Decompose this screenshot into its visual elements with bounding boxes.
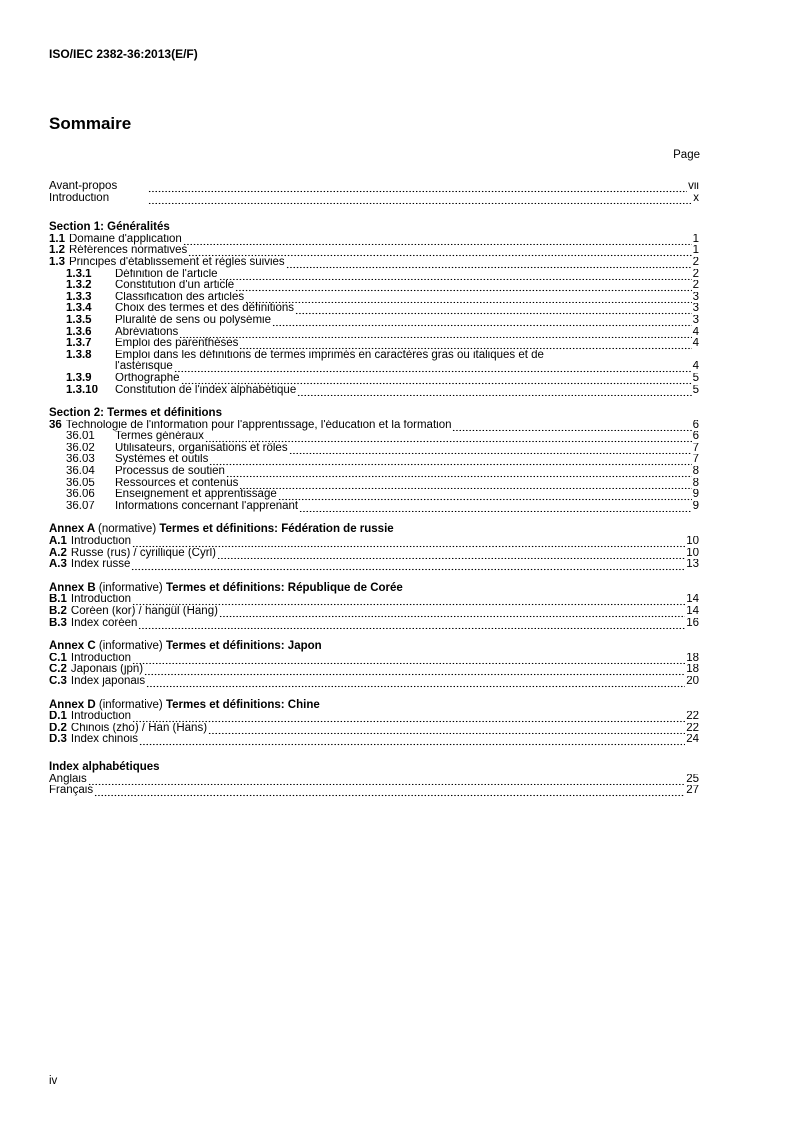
- annex-type: (informative): [98, 640, 163, 653]
- toc-entry-title: Introduction: [70, 652, 132, 664]
- toc-entry-number: 1.3.3: [66, 291, 92, 303]
- toc-entry-title-continued: l'astérisque: [115, 361, 173, 373]
- annex-type: (informative): [98, 581, 163, 594]
- dot-leader: [94, 785, 685, 797]
- toc-entry-number: 1.1: [49, 233, 65, 245]
- toc-entry-page: 10: [686, 536, 699, 548]
- toc-entry-page: 2: [692, 256, 699, 268]
- toc-entry-number: 36.01: [66, 431, 95, 443]
- dot-leader: [299, 501, 691, 513]
- toc-entry-title: Définition de l'article: [115, 268, 218, 280]
- annex-a-heading: [49, 524, 699, 536]
- toc-entry-title: Chinois (zho) / Han (Hans): [70, 722, 208, 734]
- dot-leader: [132, 594, 685, 606]
- toc-entry-1-3-8[interactable]: [49, 350, 699, 362]
- dot-leader: [132, 653, 685, 665]
- section-1-heading: Section 1: Généralités: [49, 221, 170, 234]
- toc-entry-1-3-10[interactable]: [49, 385, 699, 397]
- toc-entry-number: 36.06: [66, 489, 95, 501]
- toc-entry-page: 3: [692, 314, 699, 326]
- section-2-heading: Section 2: Termes et définitions: [49, 407, 222, 420]
- toc-entry-title: Termes généraux: [115, 431, 204, 443]
- toc-entry-number: 1.3.6: [66, 326, 92, 338]
- dot-leader: [452, 420, 691, 432]
- toc-entry-page: 6: [692, 419, 699, 431]
- toc-entry-title: Index russe: [70, 559, 131, 571]
- toc-entry-title: Emploi des parenthèses: [115, 338, 239, 350]
- toc-entry-number: B.3: [49, 617, 67, 629]
- toc-entry-title: Ressources et contenus: [115, 477, 239, 489]
- toc-entry-36-05[interactable]: [49, 478, 699, 490]
- toc-entry-36-02[interactable]: [49, 443, 699, 455]
- toc-entry-1-2[interactable]: [49, 245, 699, 257]
- toc-entry-title: Index japonais: [70, 675, 146, 687]
- toc-entry-number: 36.04: [66, 466, 95, 478]
- toc-entry-title: Introduction: [70, 711, 132, 723]
- toc-entry-1-3-8-continued[interactable]: [49, 361, 699, 373]
- toc-entry-36-03[interactable]: [49, 454, 699, 466]
- toc-entry-a-2[interactable]: [49, 548, 699, 560]
- toc-entry-1-1[interactable]: [49, 234, 699, 246]
- toc-entry-number: 36.07: [66, 500, 95, 512]
- annex-c-heading: [49, 641, 699, 653]
- table-of-contents: [49, 181, 699, 797]
- dot-leader: [131, 559, 685, 571]
- toc-entry-title: Principes d'établissement et règles suivies: [69, 256, 285, 268]
- toc-entry-page: 9: [692, 500, 699, 512]
- dot-leader: [226, 466, 692, 478]
- toc-entry-number: A.3: [49, 559, 67, 571]
- dot-leader: [138, 618, 685, 630]
- toc-entry-page: 1: [692, 245, 699, 257]
- dot-leader: [245, 292, 691, 304]
- dot-leader: [239, 478, 691, 490]
- dot-leader: [235, 280, 691, 292]
- toc-entry-number: A.2: [49, 547, 67, 559]
- toc-entry-number: 36.03: [66, 454, 95, 466]
- toc-entry-title: Introduction: [70, 594, 132, 606]
- dot-leader: [132, 711, 685, 723]
- toc-entry-title: Russe (rus) / cyrillique (Cyrl): [70, 547, 216, 559]
- dot-leader: [179, 327, 691, 339]
- toc-entry-b-1[interactable]: [49, 594, 699, 606]
- toc-entry-page: 4: [692, 361, 699, 373]
- dot-leader: [148, 193, 692, 205]
- toc-entry-number: 1.3.4: [66, 303, 92, 315]
- toc-entry-page: 6: [692, 431, 699, 443]
- toc-entry-number: D.2: [49, 722, 67, 734]
- toc-entry-36-07[interactable]: [49, 501, 699, 513]
- toc-entry-number: 1.2: [49, 245, 65, 257]
- toc-entry-number: 36.05: [66, 477, 95, 489]
- annex-label: Annex A: [49, 523, 95, 536]
- toc-entry-title: Constitution d'un article: [115, 280, 235, 292]
- annex-title: Termes et définitions: Japon: [165, 640, 322, 653]
- toc-entry-title: Anglais: [49, 773, 87, 785]
- toc-entry-page: 14: [686, 594, 699, 606]
- toc-entry-number: A.1: [49, 536, 67, 548]
- dot-leader: [208, 723, 685, 735]
- toc-entry-c-1[interactable]: [49, 653, 699, 665]
- dot-leader: [272, 315, 692, 327]
- toc-entry-title: Informations concernant l'apprenant: [115, 500, 299, 512]
- toc-entry-page: 27: [686, 785, 699, 797]
- toc-entry-title: Index chinois: [70, 734, 139, 746]
- annex-title: Termes et définitions: République de Corée: [165, 581, 403, 594]
- toc-entry-1-3-7[interactable]: [49, 338, 699, 350]
- document-identifier: ISO/IEC 2382-36:2013(E/F): [49, 47, 198, 61]
- toc-entry-number: 36.02: [66, 442, 95, 454]
- toc-entry-page: 8: [692, 466, 699, 478]
- annex-d-heading: [49, 700, 699, 712]
- toc-entry-title: Index coréen: [70, 617, 138, 629]
- toc-entry-avant-propos[interactable]: [49, 181, 699, 193]
- toc-entry-number: 1.3.2: [66, 280, 92, 292]
- dot-leader: [205, 431, 692, 443]
- dot-leader: [289, 443, 692, 455]
- toc-entry-number: 1.3.7: [66, 338, 92, 350]
- toc-entry-number: 1.3.1: [66, 268, 92, 280]
- dot-leader: [188, 245, 691, 257]
- dot-leader: [239, 338, 691, 350]
- toc-entry-number: 1.3.8: [66, 349, 92, 361]
- dot-leader: [278, 489, 692, 501]
- toc-entry-number: C.2: [49, 664, 67, 676]
- toc-entry-number: C.3: [49, 675, 67, 687]
- dot-leader: [183, 234, 692, 246]
- toc-entry-page: 16: [686, 617, 699, 629]
- toc-entry-1-3-2[interactable]: [49, 280, 699, 292]
- dot-leader: [297, 385, 691, 397]
- toc-entry-page: 13: [686, 559, 699, 571]
- toc-entry-title: Emploi dans les définitions de termes imprimés en caractères gras ou italiques et de: [115, 349, 544, 361]
- toc-entry-page: 14: [686, 606, 699, 617]
- annex-type: (normative): [98, 523, 157, 536]
- dot-leader: [217, 548, 685, 560]
- toc-entry-title: Systèmes et outils: [115, 454, 209, 466]
- toc-entry-number: D.3: [49, 734, 67, 746]
- toc-entry-page: 5: [692, 372, 699, 384]
- toc-entry-36[interactable]: [49, 420, 699, 432]
- toc-entry-1-3-5[interactable]: [49, 315, 699, 327]
- toc-entry-title: Avant-propos: [49, 181, 118, 192]
- toc-entry-number: 1.3.5: [66, 314, 92, 326]
- toc-entry-1-3-1[interactable]: [49, 269, 699, 281]
- toc-entry-title: Coréen (kor) / hangûl (Hang): [70, 606, 218, 617]
- toc-entry-page: 3: [692, 303, 699, 315]
- toc-entry-page: 4: [692, 338, 699, 350]
- dot-leader: [148, 181, 687, 193]
- toc-entry-1-3-6[interactable]: [49, 327, 699, 339]
- page-title: Sommaire: [49, 114, 132, 133]
- toc-entry-title: Français: [49, 785, 94, 797]
- toc-entry-1-3-4[interactable]: [49, 303, 699, 315]
- toc-entry-d-3[interactable]: [49, 734, 699, 746]
- annex-b-heading: [49, 583, 699, 595]
- toc-entry-a-3[interactable]: [49, 559, 699, 571]
- toc-entry-page: 1: [692, 233, 699, 245]
- toc-entry-36-06[interactable]: [49, 489, 699, 501]
- toc-entry-page: 9: [692, 489, 699, 501]
- toc-entry-number: 1.3.10: [66, 384, 98, 396]
- dot-leader: [219, 606, 685, 618]
- toc-entry-page: 20: [686, 675, 699, 687]
- annex-title: Termes et définitions: Fédération de russie: [159, 523, 394, 536]
- toc-entry-page: vii: [688, 181, 699, 192]
- toc-entry-title: Choix des termes et des définitions: [115, 303, 294, 315]
- toc-entry-page: 24: [686, 734, 699, 746]
- page-column-label: Page: [673, 149, 700, 161]
- annex-title: Termes et définitions: Chine: [165, 698, 320, 711]
- toc-entry-number: B.1: [49, 594, 67, 606]
- toc-entry-number: C.1: [49, 652, 67, 664]
- toc-entry-title: Constitution de l'index alphabétique: [115, 384, 297, 396]
- toc-entry-title: Introduction: [70, 536, 132, 548]
- toc-entry-index-francais[interactable]: [49, 785, 699, 797]
- toc-entry-title: Références normatives: [69, 245, 188, 257]
- page-number: iv: [49, 1075, 58, 1087]
- toc-entry-page: 5: [692, 384, 699, 396]
- toc-entry-page: 22: [686, 711, 699, 723]
- toc-entry-title: Utilisateurs, organisations et rôles: [115, 442, 288, 454]
- toc-entry-title: Pluralité de sens ou polysémie: [115, 314, 271, 326]
- toc-entry-b-2[interactable]: [49, 606, 699, 618]
- toc-entry-36-04[interactable]: [49, 466, 699, 478]
- toc-entry-b-3[interactable]: [49, 618, 699, 630]
- dot-leader: [295, 303, 692, 315]
- toc-entry-title: Orthographe: [115, 372, 180, 384]
- toc-entry-page: 3: [692, 291, 699, 303]
- annex-type: (informative): [98, 698, 163, 711]
- toc-entry-page: 10: [686, 547, 699, 559]
- toc-entry-introduction[interactable]: [49, 193, 699, 205]
- toc-entry-d-1[interactable]: [49, 711, 699, 723]
- toc-entry-c-3[interactable]: [49, 676, 699, 688]
- toc-entry-page: 8: [692, 477, 699, 489]
- dot-leader: [144, 664, 685, 676]
- annex-label: Annex B: [49, 581, 96, 594]
- toc-entry-title: Classification des articles: [115, 291, 245, 303]
- toc-entry-number: 1.3: [49, 256, 65, 268]
- index-heading: Index alphabétiques: [49, 760, 160, 773]
- toc-entry-a-1[interactable]: [49, 536, 699, 548]
- toc-entry-title: Technologie de l'information pour l'apprentissage, l'éducation et la formation: [65, 419, 452, 431]
- toc-entry-number: B.2: [49, 606, 67, 617]
- toc-entry-title: Abréviations: [115, 326, 179, 338]
- toc-entry-page: 2: [692, 268, 699, 280]
- dot-leader: [146, 676, 685, 688]
- dot-leader: [88, 774, 685, 786]
- toc-entry-page: 4: [692, 326, 699, 338]
- toc-entry-page: 18: [686, 652, 699, 664]
- toc-entry-page: x: [693, 192, 699, 204]
- toc-entry-title: Processus de soutien: [115, 466, 225, 478]
- toc-entry-36-01[interactable]: [49, 431, 699, 443]
- toc-entry-page: 7: [692, 442, 699, 454]
- toc-entry-number: D.1: [49, 711, 67, 723]
- toc-entry-1-3[interactable]: [49, 257, 699, 269]
- toc-entry-1-3-9[interactable]: [49, 373, 699, 385]
- toc-entry-page: 22: [686, 722, 699, 734]
- toc-entry-title: Japonais (jpn): [70, 664, 144, 676]
- dot-leader: [286, 257, 692, 269]
- dot-leader: [139, 734, 685, 746]
- toc-entry-page: 25: [686, 773, 699, 785]
- dot-leader: [219, 269, 692, 281]
- toc-entry-title: Domaine d'application: [69, 233, 182, 245]
- toc-entry-c-2[interactable]: [49, 664, 699, 676]
- toc-entry-title: Introduction: [49, 192, 110, 204]
- toc-entry-index-anglais[interactable]: [49, 774, 699, 786]
- toc-entry-page: 18: [686, 664, 699, 676]
- toc-entry-title: Enseignement et apprentissage: [115, 489, 277, 501]
- toc-entry-1-3-3[interactable]: [49, 292, 699, 304]
- toc-entry-number: 1.3.9: [66, 372, 92, 384]
- dot-leader: [209, 454, 691, 466]
- toc-entry-page: 7: [692, 454, 699, 466]
- toc-entry-number: 36: [49, 419, 62, 431]
- annex-label: Annex C: [49, 640, 96, 653]
- dot-leader: [132, 536, 685, 548]
- toc-entry-page: 2: [692, 280, 699, 292]
- dot-leader: [181, 373, 692, 385]
- annex-label: Annex D: [49, 698, 96, 711]
- toc-entry-d-2[interactable]: [49, 723, 699, 735]
- dot-leader: [174, 361, 692, 373]
